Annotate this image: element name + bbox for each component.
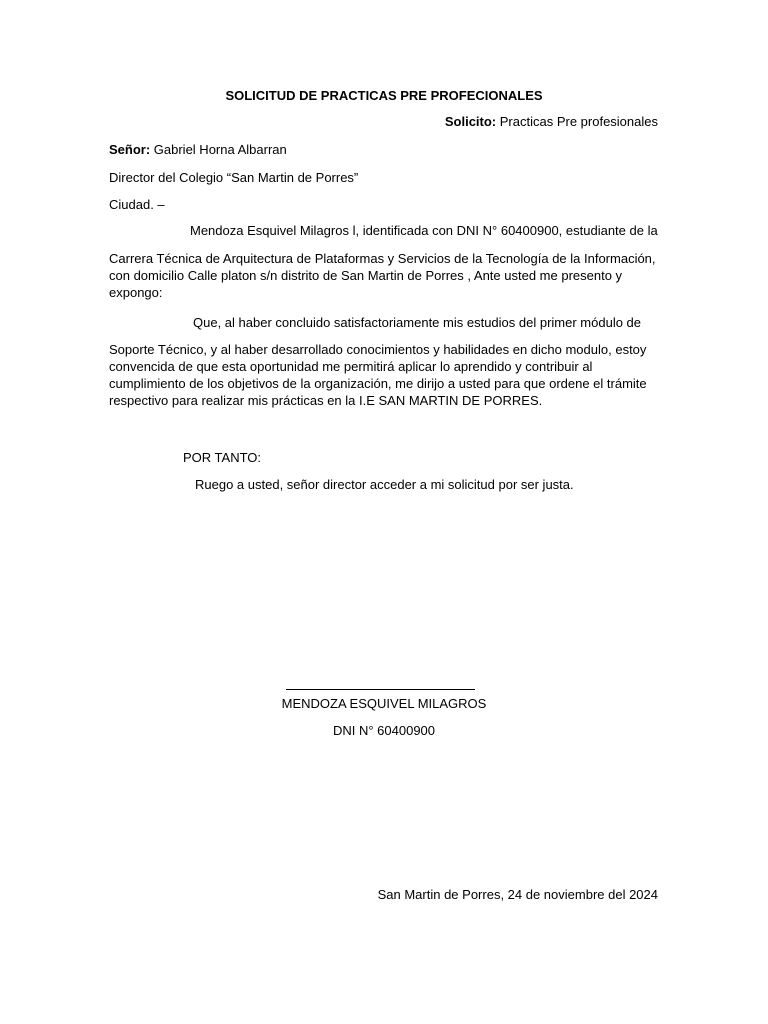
signature-dni: DNI N° 60400900 xyxy=(332,723,436,738)
closing-request: Ruego a usted, señor director acceder a mi solicitud por ser justa. xyxy=(195,477,574,492)
document-title: SOLICITUD DE PRACTICAS PRE PROFECIONALES xyxy=(225,88,543,103)
intro-paragraph-body: Carrera Técnica de Arquitectura de Plataformas y Servicios de la Tecnología de la Información, con domicilio Calle platon s/n distrito de San Martin de Porres , Ante usted me presento y expongo: xyxy=(109,251,656,300)
recipient-label: Señor: xyxy=(109,142,151,157)
place-and-date: San Martin de Porres, 24 de noviembre del 2024 xyxy=(377,887,658,902)
intro-paragraph-first-line: Mendoza Esquivel Milagros l, identificada con DNI N° 60400900, estudiante de la xyxy=(190,223,658,238)
por-tanto-heading: POR TANTO: xyxy=(183,450,262,465)
signature-line xyxy=(286,689,475,690)
recipient-title: Director del Colegio “San Martin de Porres” xyxy=(109,170,359,185)
recipient-name: Gabriel Horna Albarran xyxy=(150,142,287,157)
city-line: Ciudad. – xyxy=(109,197,165,212)
solicito-value: Practicas Pre profesionales xyxy=(496,114,658,129)
recipient-line xyxy=(109,141,287,158)
signature-name: MENDOZA ESQUIVEL MILAGROS xyxy=(281,696,487,711)
solicito-line xyxy=(445,113,658,130)
main-paragraph-first-line: Que, al haber concluido satisfactoriamente mis estudios del primer módulo de xyxy=(193,315,642,330)
solicito-label: Solicito: xyxy=(444,114,497,129)
main-paragraph-body: Soporte Técnico, y al haber desarrollado conocimientos y habilidades en dicho modulo, estoy convencida de que esta oportunidad me permitirá aplicar lo aprendido y contribuir al cumplimiento de los objetivos de la organización, me dirijo a usted para que ordene el trámite respectivo para realizar mis prácticas en la I.E SAN MARTIN DE PORRES. xyxy=(109,342,647,408)
